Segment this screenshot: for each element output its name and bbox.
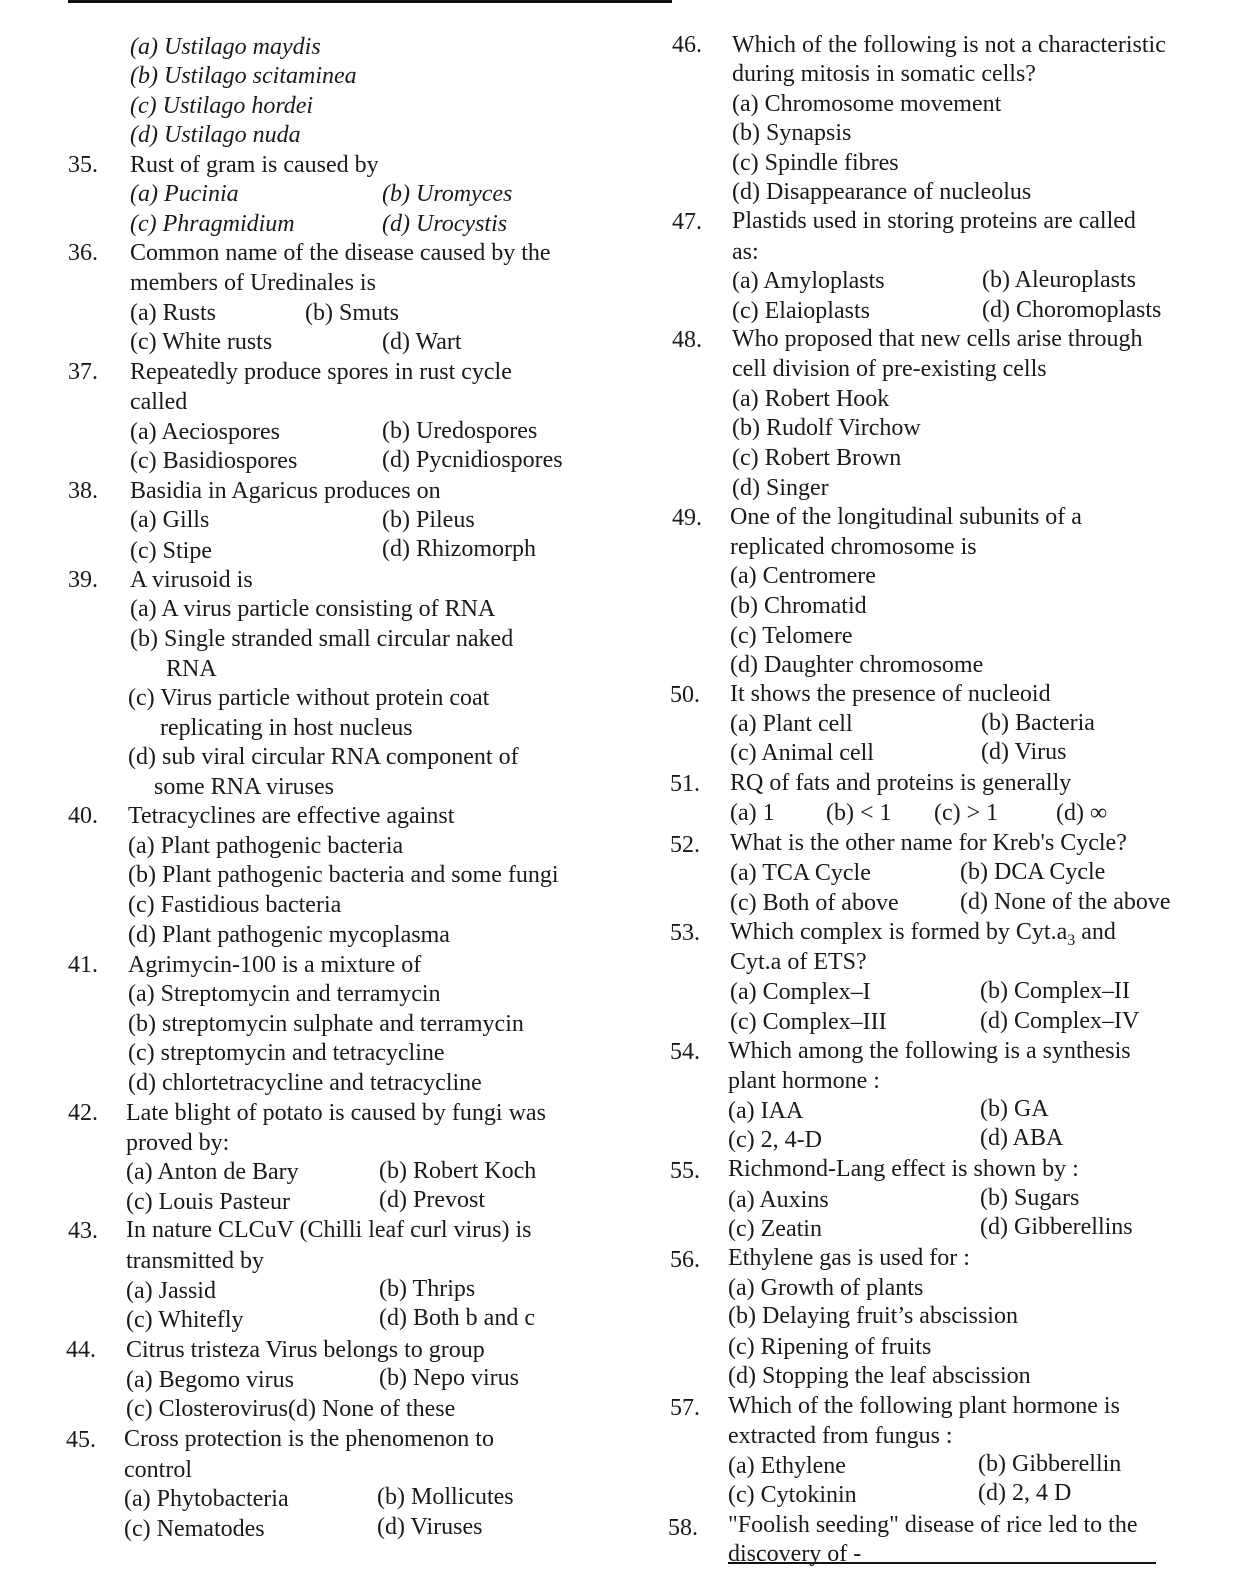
option-b: (b) Complex–II (980, 978, 1130, 1004)
question-number: 36. (68, 240, 98, 266)
question-text: What is the other name for Kreb's Cycle? (730, 830, 1127, 856)
question-text: It shows the presence of nucleoid (730, 681, 1051, 707)
question-text: Which among the following is a synthesis (728, 1038, 1131, 1064)
option-a: (a) Complex–I (730, 979, 871, 1005)
option-d: (d) Plant pathogenic mycoplasma (128, 922, 450, 948)
option-a: (a) A virus particle consisting of RNA (130, 596, 496, 622)
option-b: (b) Delaying fruit’s abscission (728, 1303, 1018, 1329)
option-d: (d) ABA (980, 1125, 1064, 1151)
option-a: (a) Pucinia (130, 181, 239, 207)
question-number: 52. (670, 832, 700, 858)
option-d: (d) Wart (382, 329, 462, 355)
option-b: (b) Rudolf Virchow (732, 415, 921, 441)
option-d: (d) None of the above (960, 889, 1171, 915)
question-text: during mitosis in somatic cells? (732, 61, 1036, 87)
option-c: (c) Basidiospores (130, 448, 298, 474)
option-c: (c) Zeatin (728, 1216, 822, 1242)
question-text-part: Which complex is formed by Cyt.a (730, 919, 1068, 945)
option-c: (c) Spindle fibres (732, 150, 899, 176)
option-a: (a) Centromere (730, 563, 876, 589)
option-c: (c) streptomycin and tetracycline (128, 1040, 445, 1066)
question-text: cell division of pre-existing cells (732, 356, 1047, 382)
option-a: (a) Anton de Bary (126, 1159, 299, 1185)
option-a: (a) Growth of plants (728, 1275, 924, 1301)
question-text: replicated chromosome is (730, 534, 977, 560)
option-c: (c) Elaioplasts (732, 298, 870, 324)
question-text: extracted from fungus : (728, 1423, 953, 1449)
question-number: 57. (670, 1395, 700, 1421)
option-b: (b) Thrips (379, 1276, 476, 1302)
option-b: (b) Smuts (305, 300, 400, 326)
question-number: 58. (668, 1515, 698, 1541)
question-text: Plastids used in storing proteins are called (732, 208, 1136, 234)
question-text (730, 917, 1116, 947)
option-b: (b) Nepo virus (379, 1365, 519, 1391)
option-a: (a) Aeciospores (130, 419, 280, 445)
option-d: (d) Prevost (379, 1187, 485, 1213)
option-c: (c) Ustilago hordei (130, 93, 314, 119)
option-d: (d) sub viral circular RNA component of (128, 744, 519, 770)
question-number: 55. (670, 1158, 700, 1184)
option-d: (d) Stopping the leaf abscission (728, 1363, 1031, 1389)
question-text: One of the longitudinal subunits of a (730, 504, 1082, 530)
question-text: Richmond-Lang effect is shown by : (728, 1156, 1079, 1182)
option-c: (c) Whitefly (126, 1307, 244, 1333)
option-a: (a) Begomo virus (126, 1367, 294, 1393)
question-text: as: (732, 239, 759, 265)
question-number: 37. (68, 359, 98, 385)
question-number: 54. (670, 1039, 700, 1065)
question-text: members of Uredinales is (130, 270, 376, 296)
option-d: (d) Urocystis (382, 211, 508, 237)
question-number: 53. (670, 920, 700, 946)
option-d: (d) Complex–IV (980, 1008, 1140, 1034)
option-b: (b) Bacteria (981, 710, 1095, 736)
option-b: (b) Gibberellin (978, 1451, 1122, 1477)
question-text: proved by: (126, 1130, 230, 1156)
question-text: Cross protection is the phenomenon to (124, 1426, 494, 1452)
option-c: (c) Robert Brown (732, 445, 902, 471)
question-text: Which of the following plant hormone is (728, 1393, 1120, 1419)
option-b: (b) Robert Koch (379, 1158, 537, 1184)
option-a: (a) Rusts (130, 300, 216, 326)
option-b: (b) Synapsis (732, 120, 852, 146)
option-b: (b) Aleuroplasts (982, 267, 1136, 293)
option-a: (a) Auxins (728, 1187, 829, 1213)
question-text: A virusoid is (130, 567, 253, 593)
question-number: 42. (68, 1100, 98, 1126)
option-c: (c) Telomere (730, 623, 853, 649)
option-d: (d) Singer (732, 475, 829, 501)
question-text: Basidia in Agaricus produces on (130, 478, 441, 504)
option-d: (d) Gibberellins (980, 1214, 1133, 1240)
question-text: Who proposed that new cells arise through (732, 326, 1143, 352)
option-b: (b) Plant pathogenic bacteria and some fungi (128, 862, 559, 888)
option-a: (a) 1 (730, 800, 775, 826)
question-number: 46. (672, 32, 702, 58)
option-c: (c) Louis Pasteur (126, 1189, 290, 1215)
question-number: 50. (670, 682, 700, 708)
option-a: (a) Jassid (126, 1278, 216, 1304)
option-a: (a) Ethylene (728, 1453, 846, 1479)
option-c: (c) Virus particle without protein coat (128, 685, 490, 711)
question-number: 48. (672, 327, 702, 353)
question-number: 39. (68, 567, 98, 593)
option-d-continued: some RNA viruses (154, 774, 334, 800)
option-a: (a) Plant cell (730, 711, 853, 737)
option-d: (d) Daughter chromosome (730, 652, 984, 678)
option-d: (d) Pycnidiospores (382, 447, 563, 473)
question-number: 44. (66, 1337, 96, 1363)
option-a: (a) IAA (728, 1098, 804, 1124)
question-number: 49. (672, 505, 702, 531)
option-c: (c) 2, 4-D (728, 1127, 822, 1153)
option-c-d: (c) Closterovirus(d) None of these (126, 1396, 456, 1422)
option-c: (c) Both of above (730, 890, 899, 916)
question-text: Citrus tristeza Virus belongs to group (126, 1337, 485, 1363)
question-text: Repeatedly produce spores in rust cycle (130, 359, 512, 385)
question-number: 41. (68, 952, 98, 978)
option-b-continued: RNA (166, 656, 217, 682)
option-a: (a) Robert Hook (732, 386, 890, 412)
option-a: (a) Streptomycin and terramycin (128, 981, 441, 1007)
option-d: (d) 2, 4 D (978, 1480, 1072, 1506)
option-c: (c) Cytokinin (728, 1482, 857, 1508)
question-text: Late blight of potato is caused by fungi was (126, 1100, 546, 1126)
question-text: RQ of fats and proteins is generally (730, 770, 1072, 796)
question-text: plant hormone : (728, 1068, 880, 1094)
option-a: (a) Amyloplasts (732, 268, 885, 294)
question-number: 45. (66, 1427, 96, 1453)
option-a: (a) Gills (130, 507, 210, 533)
question-number: 47. (672, 209, 702, 235)
option-d: (d) chlortetracycline and tetracycline (128, 1070, 482, 1096)
option-b: (b) Uredospores (382, 418, 538, 444)
question-text: Ethylene gas is used for : (728, 1245, 970, 1271)
option-d: (d) Both b and c (379, 1305, 535, 1331)
option-a: (a) Ustilago maydis (130, 34, 321, 60)
option-a: (a) Chromosome movement (732, 91, 1002, 117)
question-number: 35. (68, 152, 98, 178)
option-b: (b) Mollicutes (377, 1484, 514, 1510)
question-text: "Foolish seeding" disease of rice led to the (728, 1512, 1138, 1538)
option-c: (c) Phragmidium (130, 211, 295, 237)
option-b: (b) Chromatid (730, 593, 867, 619)
option-b: (b) Pileus (382, 507, 475, 533)
question-text: transmitted by (126, 1248, 264, 1274)
option-c: (c) Stipe (130, 538, 212, 564)
option-b: (b) Single stranded small circular naked (130, 626, 514, 652)
question-text: control (124, 1457, 192, 1483)
question-text: Which of the following is not a characteristic (732, 32, 1166, 58)
question-text: Rust of gram is caused by (130, 152, 379, 178)
question-text: Agrimycin-100 is a mixture of (128, 952, 422, 978)
question-number: 56. (670, 1247, 700, 1273)
option-c: (c) Nematodes (124, 1516, 265, 1542)
question-text: Tetracyclines are effective against (128, 803, 455, 829)
option-c: (c) Animal cell (730, 740, 874, 766)
question-text: In nature CLCuV (Chilli leaf curl virus) is (126, 1217, 532, 1243)
option-c: (c) Ripening of fruits (728, 1334, 932, 1360)
question-text: called (130, 389, 188, 415)
option-d: (d) Virus (981, 739, 1067, 765)
question-text-part: and (1075, 919, 1116, 945)
question-text: discovery of - (728, 1541, 862, 1567)
option-c: (c) White rusts (130, 329, 273, 355)
question-number: 43. (68, 1218, 98, 1244)
top-rule (68, 0, 672, 3)
option-b: (b) Uromyces (382, 181, 513, 207)
option-b: (b) GA (980, 1096, 1049, 1122)
question-number: 51. (670, 771, 700, 797)
question-text: Cyt.a of ETS? (730, 949, 867, 975)
option-d: (d) Choromoplasts (982, 297, 1162, 323)
option-d: (d) Rhizomorph (382, 536, 536, 562)
option-d: (d) Ustilago nuda (130, 122, 301, 148)
question-number: 38. (68, 478, 98, 504)
option-d: (d) ∞ (1056, 800, 1108, 826)
option-c-continued: replicating in host nucleus (160, 715, 413, 741)
option-a: (a) Phytobacteria (124, 1486, 289, 1512)
option-a: (a) Plant pathogenic bacteria (128, 833, 404, 859)
option-b: (b) Sugars (980, 1185, 1080, 1211)
option-c: (c) > 1 (934, 800, 999, 826)
option-d: (d) Disappearance of nucleolus (732, 179, 1032, 205)
option-c: (c) Fastidious bacteria (128, 892, 342, 918)
subscript: 3 (1067, 931, 1076, 949)
option-a: (a) TCA Cycle (730, 860, 871, 886)
option-b: (b) streptomycin sulphate and terramycin (128, 1011, 524, 1037)
option-b: (b) < 1 (826, 800, 892, 826)
option-b: (b) DCA Cycle (960, 859, 1106, 885)
option-d: (d) Viruses (377, 1514, 483, 1540)
option-b: (b) Ustilago scitaminea (130, 63, 357, 89)
question-number: 40. (68, 803, 98, 829)
option-c: (c) Complex–III (730, 1009, 887, 1035)
question-text: Common name of the disease caused by the (130, 240, 551, 266)
